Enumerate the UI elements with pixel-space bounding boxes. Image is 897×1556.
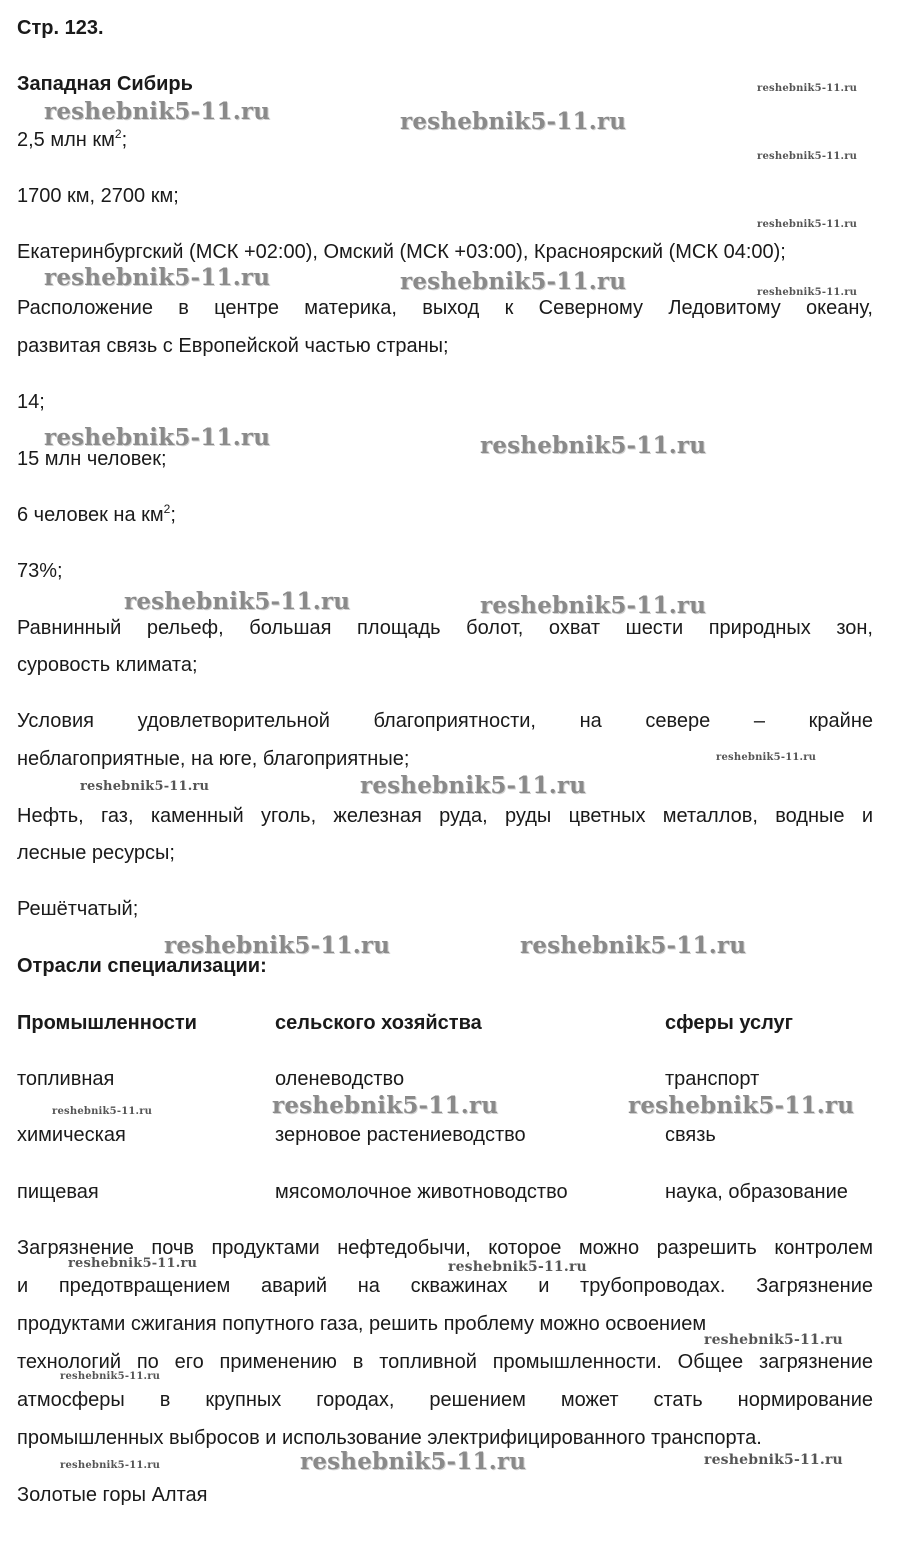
watermark: reshebnik5-11.ru — [448, 1259, 587, 1275]
table-cell: оленеводство — [275, 1068, 405, 1090]
watermark: reshebnik5-11.ru — [400, 268, 627, 295]
ecology-line-5: атмосферы в крупных городах, решением может стать нормирование — [17, 1389, 873, 1411]
watermark: reshebnik5-11.ru — [757, 219, 858, 230]
answer-population: 15 млн человек; — [17, 448, 167, 470]
watermark: reshebnik5-11.ru — [68, 1256, 198, 1271]
answer-subjects: 14; — [17, 391, 45, 413]
answer-heritage: Золотые горы Алтая — [17, 1484, 208, 1506]
answer-conditions-line-2: неблагоприятные, на юге, благоприятные; — [17, 748, 410, 770]
watermark: reshebnik5-11.ru — [44, 98, 271, 125]
answer-resources-line-2: лесные ресурсы; — [17, 842, 175, 864]
watermark: reshebnik5-11.ru — [757, 151, 858, 162]
table-cell: химическая — [17, 1124, 126, 1146]
table-header-services: сферы услуг — [665, 1012, 793, 1034]
watermark: reshebnik5-11.ru — [44, 424, 271, 451]
watermark: reshebnik5-11.ru — [716, 752, 817, 763]
table-header-industry: Промышленности — [17, 1012, 197, 1034]
watermark: reshebnik5-11.ru — [164, 932, 391, 959]
ecology-line-6: промышленных выбросов и использование электрифицированного транспорта. — [17, 1427, 762, 1449]
watermark: reshebnik5-11.ru — [757, 287, 858, 298]
watermark: reshebnik5-11.ru — [360, 772, 587, 799]
table-cell: транспорт — [665, 1068, 760, 1090]
watermark: reshebnik5-11.ru — [757, 83, 858, 94]
watermark: reshebnik5-11.ru — [300, 1448, 527, 1475]
page-header: Стр. 123. — [17, 17, 104, 39]
answer-dimensions: 1700 км, 2700 км; — [17, 185, 179, 207]
watermark: reshebnik5-11.ru — [400, 108, 627, 135]
answer-urban: 73%; — [17, 560, 63, 582]
watermark: reshebnik5-11.ru — [704, 1332, 843, 1348]
answer-river-network: Решётчатый; — [17, 898, 139, 920]
watermark: reshebnik5-11.ru — [44, 264, 271, 291]
watermark: reshebnik5-11.ru — [52, 1106, 153, 1117]
answer-location-line-1: Расположение в центре материка, выход к Северному Ледовитому океану, — [17, 297, 873, 319]
ecology-line-4: технологий по его применению в топливной промышленности. Общее загрязнение — [17, 1351, 873, 1373]
watermark: reshebnik5-11.ru — [480, 432, 707, 459]
answer-nature-line-1: Равнинный рельеф, большая площадь болот, охват шести природных зон, — [17, 617, 873, 639]
table-cell: связь — [665, 1124, 716, 1146]
watermark: reshebnik5-11.ru — [60, 1371, 161, 1382]
watermark: reshebnik5-11.ru — [80, 779, 210, 794]
answer-location-line-2: развитая связь с Европейской частью страны; — [17, 335, 449, 357]
answer-conditions-line-1: Условия удовлетворительной благоприятности, на севере – крайне — [17, 710, 873, 732]
specialization-title: Отрасли специализации: — [17, 955, 267, 977]
answer-resources-line-1: Нефть, газ, каменный уголь, железная руда, руды цветных металлов, водные и — [17, 805, 873, 827]
ecology-line-2: и предотвращением аварий на скважинах и трубопроводах. Загрязнение — [17, 1275, 873, 1297]
watermark: reshebnik5-11.ru — [480, 592, 707, 619]
table-cell: зерновое растениеводство — [275, 1124, 526, 1146]
watermark: reshebnik5-11.ru — [628, 1092, 855, 1119]
table-cell: наука, образование — [665, 1181, 848, 1203]
ecology-line-3: продуктами сжигания попутного газа, решить проблему можно освоением — [17, 1313, 707, 1335]
table-cell: топливная — [17, 1068, 115, 1090]
answer-nature-line-2: суровость климата; — [17, 654, 198, 676]
answer-timezones: Екатеринбургский (МСК +02:00), Омский (МСК +03:00), Красноярский (МСК 04:00); — [17, 241, 786, 263]
watermark: reshebnik5-11.ru — [124, 588, 351, 615]
section-title: Западная Сибирь — [17, 73, 193, 95]
table-header-agriculture: сельского хозяйства — [275, 1012, 482, 1034]
watermark: reshebnik5-11.ru — [272, 1092, 499, 1119]
answer-area: 2,5 млн $км^2$; — [17, 127, 128, 151]
table-cell: пищевая — [17, 1181, 99, 1203]
table-cell: мясомолочное животноводство — [275, 1181, 568, 1203]
watermark: reshebnik5-11.ru — [520, 932, 747, 959]
ecology-line-1: Загрязнение почв продуктами нефтедобычи, которое можно разрешить контролем — [17, 1237, 873, 1259]
watermark: reshebnik5-11.ru — [704, 1452, 843, 1468]
watermark: reshebnik5-11.ru — [60, 1460, 161, 1471]
answer-density: 6 человек на $км^2$; — [17, 502, 176, 526]
